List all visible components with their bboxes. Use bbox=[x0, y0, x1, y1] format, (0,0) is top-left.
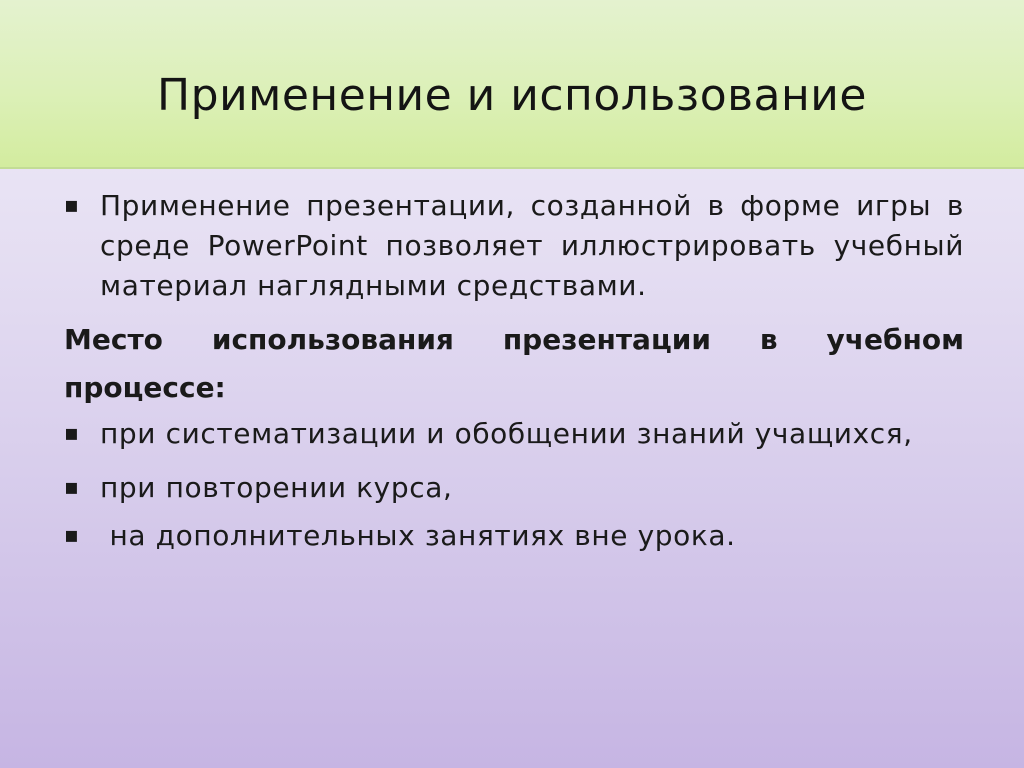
bullet-item-usage bbox=[64, 468, 964, 508]
bullet-text: при повторении курса, bbox=[100, 471, 453, 504]
square-bullet-icon: ▪ bbox=[64, 421, 80, 446]
square-bullet-icon: ▪ bbox=[64, 475, 80, 500]
slide-title: Применение и использование bbox=[157, 70, 867, 121]
bullet-item-usage bbox=[64, 516, 964, 556]
bullet-item-intro bbox=[64, 186, 964, 306]
bullet-item-usage bbox=[64, 414, 964, 454]
bullet-text: на дополнительных занятиях вне урока. bbox=[100, 519, 736, 552]
section-heading: Место использования презентации в учебном процессе: bbox=[64, 323, 964, 404]
bullet-text: Применение презентации, созданной в форме игры в среде PowerPoint позволяет иллюстрировать учебный материал наглядными средствами. bbox=[100, 189, 964, 302]
square-bullet-icon: ▪ bbox=[64, 193, 80, 218]
bullet-text: при систематизации и обобщении знаний учащихся, bbox=[100, 417, 913, 450]
square-bullet-icon: ▪ bbox=[64, 523, 80, 548]
slide-content bbox=[64, 186, 964, 556]
